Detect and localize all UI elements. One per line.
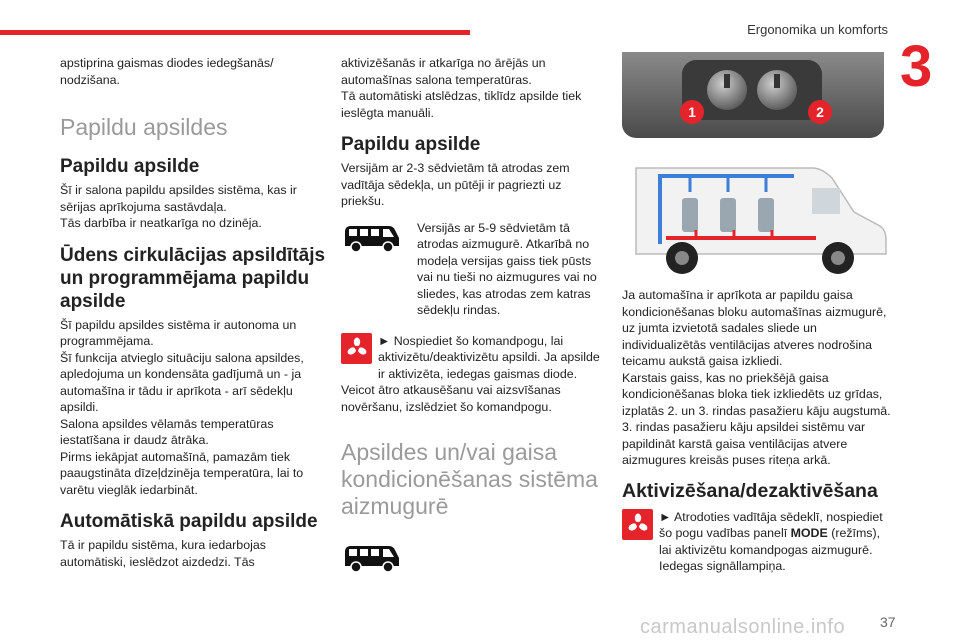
van-note [341,220,603,319]
mode-button-note [622,509,892,575]
callout-label-2: 2 [816,104,824,120]
column-1 [60,55,328,570]
heading-water-heater: Ūdens cirkulācijas apsildītājs un programmējama papildu apsilde [60,244,326,312]
control-panel-photo [622,52,884,138]
heading-auto-aux-heating: Automātiskā papildu apsilde [60,511,318,532]
paragraph: Pirms iekāpjat automašīnā, pamazām tiek paaugstināta dīzeļdzinēja temperatūra, lai to varētu vieglāk iedarbināt. [60,449,304,497]
paragraph: Versijās ar 5-9 sēdvietām tā atrodas aizmugurē. Atkarībā no modeļa versijas gaiss tiek pūsts vai nu tieši no aizmugures vai no sliedes, kas atrodas zem katras sēdekļu rindas. [417,220,597,317]
paragraph: Tā automātiski atslēdzas, tiklīdz apsilde tiek ieslēgta manuāli. [341,89,582,120]
heading-aux-heating: Papildu apsilde [60,156,200,177]
paragraph: Karstais gaiss, kas no priekšējā gaisa kondicionēšanas bloka tiek izkliedēts uz grīdas, izplatās 2. un 3. rindas pasažieru kāju augstumā. 3. rindas pasažieru kāju apsildei sistēmu var papildināt karstā gaisa ventilācijas atvere aizmugures kreisās puses riteņa arkā. [622,370,891,467]
paragraph: aktivizēšanās ir atkarīga no ārējās un automašīnas salona temperatūras. [341,56,546,87]
button-note [341,333,603,383]
heading-aux-heating-2: Papildu apsilde [341,134,481,155]
van-airflow-diagram [622,148,890,276]
paragraph: ► Nospiediet šo komandpogu, lai aktivizētu/deaktivizētu apsildi. Ja apsilde ir aktivizēta, iedegas gaismas diode. [378,333,600,381]
intro-text: apstiprina gaismas diodes iedegšanās/ nodzišana. [60,56,274,87]
page-number: 37 [880,614,896,630]
chapter-number: 3 [900,34,933,99]
column-3 [622,287,892,575]
section-title-aux-heaters: Papildu apsildes [60,114,228,140]
section-title-rear-ac: Apsildes un/vai gaisa kondicionēšanas sistēma aizmugurē [341,439,598,519]
paragraph: Tās darbība ir neatkarīga no dzinēja. [60,216,262,230]
column-2 [341,55,603,581]
paragraph: Versijām ar 2-3 sēdvietām tā atrodas zem vadītāja sēdekļa, un pūtēji ir pagriezti uz priekšu. [341,161,570,208]
van-icon [341,540,403,576]
paragraph: Salona apsildes vēlamās temperatūras iestatīšana ir daudz ātrāka. [60,416,274,447]
heading-activation: Aktivizēšana/dezaktivēšana [622,479,878,502]
mode-label: MODE [790,526,828,540]
paragraph: Tā ir papildu sistēma, kura iedarbojas automātiski, ieslēdzot aizdedzi. Tās [60,538,266,569]
paragraph: Veicot ātro atkausēšanu vai aizsvīšanas novēršanu, izslēdziet šo komandpogu. [341,383,561,414]
fan-button-icon [622,509,653,540]
watermark: carmanualsonline.info [640,616,846,638]
paragraph: Šī papildu apsildes sistēma ir autonoma un programmējama. [60,317,297,348]
callout-label-1: 1 [688,104,696,120]
fan-button-icon [341,333,372,364]
paragraph: Šī funkcija atvieglo situāciju salona apsildes, apledojuma un kondensāta gadījumā un - ja automašīna ir tādu ir aprīkota - arī sēdekļu apsildi. [60,350,304,414]
section-header: Ergonomika un komforts [747,22,888,37]
van-icon [341,220,403,256]
paragraph: Ja automašīna ir aprīkota ar papildu gaisa kondicionēšanas bloku automašīnas aizmugurē, uz jumta izvietotā sadales sliede un individualizētās ventilācijas atveres nodrošina teicamu aukstā gaisa izkliedi. [622,288,887,368]
paragraph: ► Atrodoties vadītāja sēdeklī, nospiediet šo pogu vadības panelī MODE (režīms), lai aktivizētu komandpogas aizmugurē. Iedegas signāllampiņa. [659,509,883,573]
header-accent-bar [0,30,470,35]
paragraph: Šī ir salona papildu apsildes sistēma, kas ir sērijas aprīkojuma sastāvdaļa. [60,183,297,214]
